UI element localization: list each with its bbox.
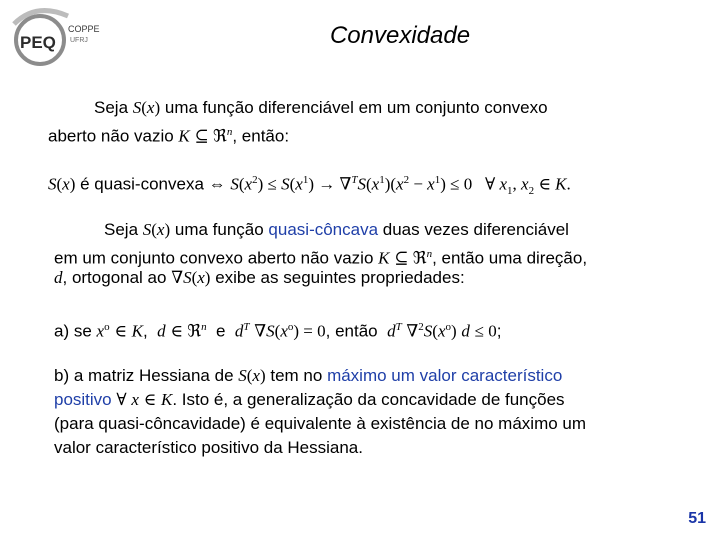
logo-sub2: UFRJ [70, 37, 88, 44]
logo-text: PEQ [20, 33, 56, 52]
para2-line-1: Seja S(x) uma função quasi-côncava duas vezes diferenciável [104, 220, 569, 239]
page-number: 51 [688, 510, 706, 527]
para2-line-3: d, ortogonal ao ∇S(x) exibe as seguintes propriedades: [54, 268, 465, 287]
maximo-highlight: máximo um valor característico [327, 366, 563, 385]
intro-line-2: aberto não vazio K ⊆ ℜ$^n$, então: [48, 126, 290, 146]
page-title: Convexidade [329, 22, 471, 49]
item-b-line-4: valor característico positivo da Hessiana. [54, 438, 363, 457]
theorem-statement: S(x) é quasi-convexa ⇔ $S(x^2) \le S(x^1) \to \nabla^TS(x^1)(x^2 - x^1) \le 0$ ∀ $x_1$, $x_2$ ∈ K. [48, 174, 571, 198]
logo-sub: COPPE [68, 24, 100, 34]
item-b-line-1: b) a matriz Hessiana de S(x) tem no máximo um valor característico [54, 366, 563, 385]
item-b-line-2: positivo ∀ x ∈ K. Isto é, a generalização da concavidade de funções [54, 390, 565, 409]
intro-line-1: Seja S(x) uma função diferenciável em um conjunto convexo [94, 98, 548, 117]
positivo-highlight: positivo [54, 390, 112, 409]
quasi-concava-highlight: quasi-côncava [268, 220, 379, 239]
item-b-line-3: (para quasi-côncavidade) é equivalente à existência de no máximo um [54, 414, 587, 433]
item-a: a) se $x^o$ ∈ K, d ∈ ℜ$^n$ e $d^T$ $\nabla S(x^o) = 0$, então $d^T$ $\nabla^2S(x^o) d \le 0$; [54, 321, 502, 341]
para2-line-2: em um conjunto convexo aberto não vazio K ⊆ ℜ$^n$, então uma direção, [54, 248, 588, 268]
